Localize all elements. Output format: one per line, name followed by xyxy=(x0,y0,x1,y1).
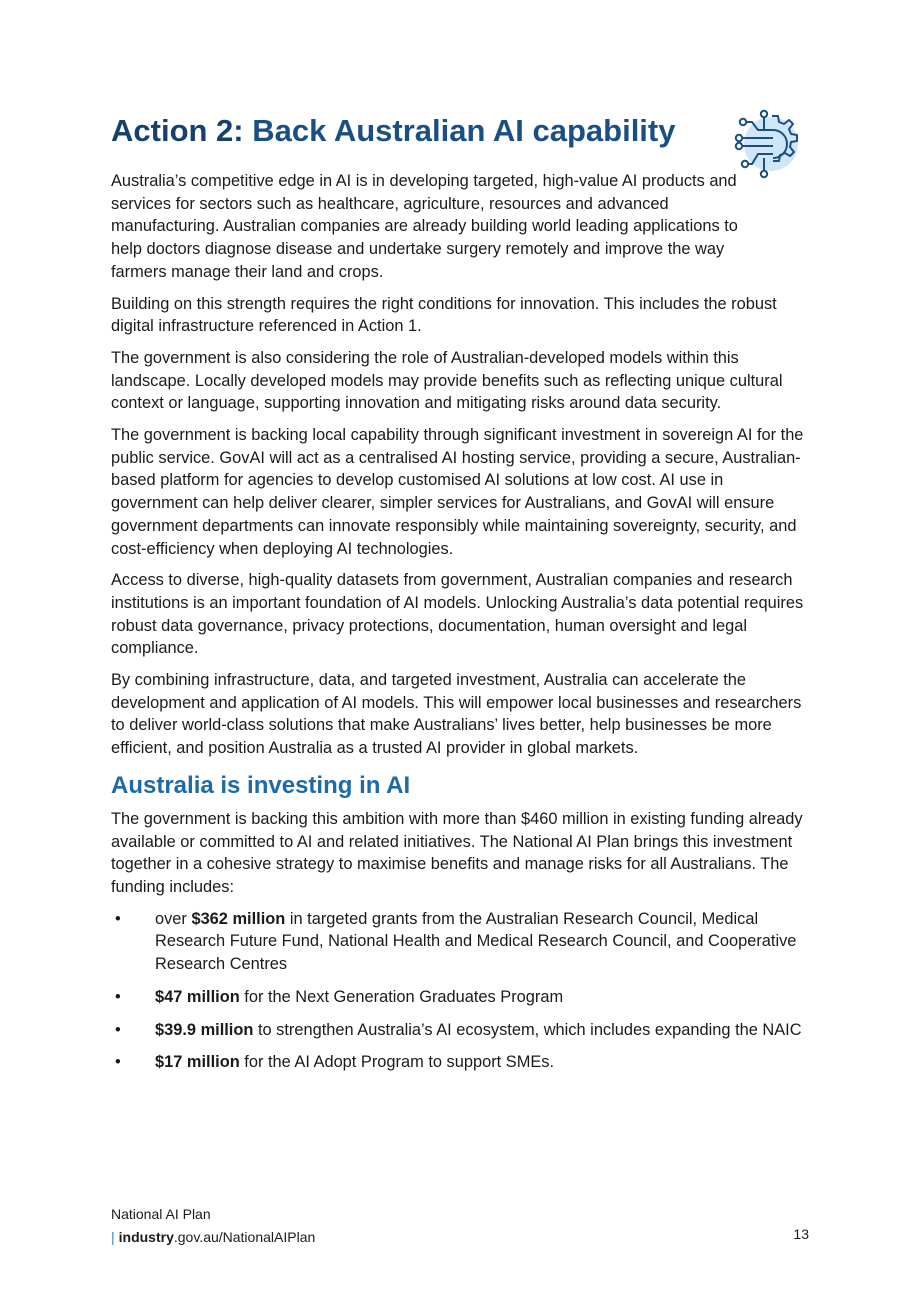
paragraph-investing: The government is backing this ambition with more than $460 million in existing funding already available or committed to AI and related initiatives. The National AI Plan brings this investment together in a cohesive strategy to maximise benefits and manage risks for all Australians. The funding includes: xyxy=(111,809,803,896)
page-footer xyxy=(111,1204,811,1248)
paragraph-innovation-conditions: Building on this strength requires the right conditions for innovation. This includes the robust digital infrastructure referenced in Action 1. xyxy=(111,294,777,336)
page-title xyxy=(111,113,676,149)
list-item: • $47 million for the Next Generation Graduates Program xyxy=(111,986,811,1009)
paragraph-australian-models: The government is also considering the role of Australian-developed models within this landscape. Locally developed models may provide benefits such as reflecting unique cultural context or language, supporting innovation and mitigating risks around data security. xyxy=(111,348,783,413)
paragraph-combining: By combining infrastructure, data, and targeted investment, Australia can accelerate the development and application of AI models. This will empower local businesses and researchers to deliver world-class solutions that make Australians’ lives better, help businesses be more efficient, and position Australia as a trusted AI provider in global markets. xyxy=(111,671,802,758)
list-item: • $39.9 million to strengthen Australia’s AI ecosystem, which includes expanding the NAIC xyxy=(111,1019,811,1042)
list-item: • $17 million for the AI Adopt Program to support SMEs. xyxy=(111,1051,811,1074)
list-item: • over $362 million in targeted grants from the Australian Research Council, Medical Research Future Fund, National Health and Medical Research Council, and Cooperative Research Centres xyxy=(115,909,797,974)
bullet-icon: • xyxy=(115,1020,121,1039)
page-number: 13 xyxy=(793,1226,809,1242)
page-title-text: Back Australian AI capability xyxy=(252,113,676,148)
paragraph-competitive-edge: Australia’s competitive edge in AI is in developing targeted, high-value AI products and services for sectors such as healthcare, agriculture, resources and advanced manufacturing. Australian companies are already building world leading applications to help doctors diagnose disease and undertake surgery remotely and improve the way farmers manage their land and crops. xyxy=(111,172,738,281)
bullet-icon: • xyxy=(115,1053,121,1072)
page-title-prefix: Action 2: xyxy=(111,113,244,148)
bullet-icon: • xyxy=(115,987,121,1006)
funding-list xyxy=(111,908,811,1074)
footer-title: National AI Plan xyxy=(111,1206,211,1222)
paragraph-govai: The government is backing local capability through significant investment in sovereign AI for the public service. GovAI will act as a centralised AI hosting service, providing a secure, Australian-based platform for agencies to develop customised AI solutions at low cost. AI use in government can help deliver clearer, simpler services for Australians, and GovAI will ensure government departments can innovate responsibly while maintaining sovereignty, security, and cost-efficiency when deploying AI technologies. xyxy=(111,426,804,558)
section-heading-investing: Australia is investing in AI xyxy=(111,771,411,799)
paragraph-datasets: Access to diverse, high-quality datasets from government, Australian companies and research institutions is an important foundation of AI models. Unlocking Australia’s data potential requires robust data governance, privacy protections, documentation, human oversight and legal compliance. xyxy=(111,571,804,658)
footer-separator: | xyxy=(111,1229,115,1245)
footer-link-line xyxy=(111,1226,811,1248)
footer-url-link[interactable]: industry.gov.au/NationalAIPlan xyxy=(118,1229,316,1245)
bullet-icon: • xyxy=(115,909,121,928)
main-content xyxy=(111,170,811,1084)
